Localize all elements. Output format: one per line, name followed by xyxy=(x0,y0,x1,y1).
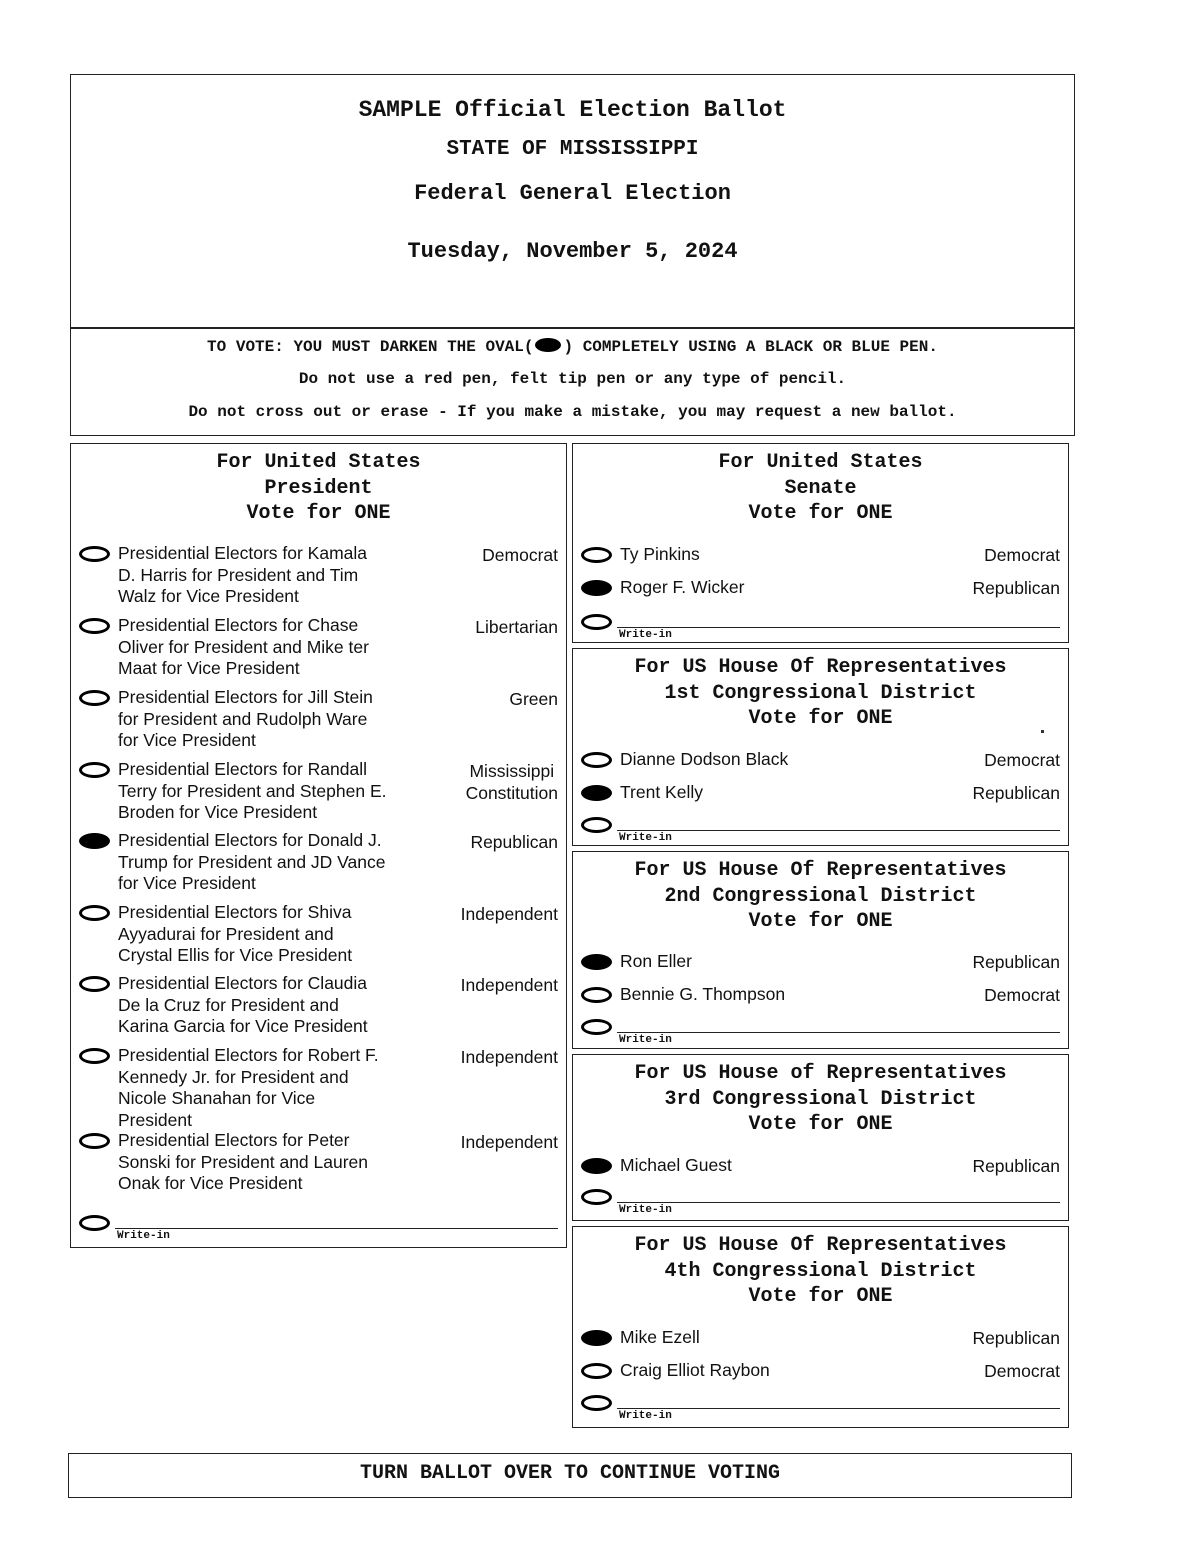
filled-oval[interactable] xyxy=(79,833,110,849)
contest-president xyxy=(70,443,567,1248)
ballot-state: STATE OF MISSISSIPPI xyxy=(446,138,699,161)
write-in-label: Write-in xyxy=(619,1204,672,1216)
candidate-party: Democrat xyxy=(984,985,1060,1005)
candidate-row[interactable] xyxy=(581,544,1060,568)
candidate-row[interactable] xyxy=(79,1045,558,1130)
empty-oval[interactable] xyxy=(581,1363,612,1379)
candidate-party: Democrat xyxy=(482,545,558,565)
write-in-oval[interactable] xyxy=(581,1395,612,1411)
candidate-name: Craig Elliot Raybon xyxy=(620,1360,770,1380)
candidate-party: Independent xyxy=(460,1047,558,1067)
empty-oval[interactable] xyxy=(79,1133,110,1149)
empty-oval[interactable] xyxy=(581,547,612,563)
filled-oval[interactable] xyxy=(581,580,612,596)
candidate-name: Roger F. Wicker xyxy=(620,577,745,597)
candidate-name: Presidential Electors for Shiva Ayyadurai for President and Crystal Ellis for Vice President xyxy=(118,902,353,965)
filled-oval-icon xyxy=(535,338,561,352)
write-in-line[interactable] xyxy=(617,1032,1060,1033)
candidate-name: Presidential Electors for Robert F. Kennedy Jr. for President and Nicole Shanahan for Vice President xyxy=(118,1045,379,1130)
candidate-name: Bennie G. Thompson xyxy=(620,984,786,1004)
contest-house-district-2 xyxy=(572,851,1069,1049)
empty-oval[interactable] xyxy=(79,1048,110,1064)
write-in-line[interactable] xyxy=(617,1408,1060,1409)
voting-instructions xyxy=(70,328,1075,436)
write-in-oval[interactable] xyxy=(581,1019,612,1035)
candidate-party: Democrat xyxy=(984,750,1060,770)
candidate-name: Trent Kelly xyxy=(620,782,703,802)
write-in-line[interactable] xyxy=(115,1228,558,1229)
instruction-line-3: Do not cross out or erase - If you make a mistake, you may request a new ballot. xyxy=(188,403,957,421)
contest-house-district-3 xyxy=(572,1054,1069,1221)
empty-oval[interactable] xyxy=(79,618,110,634)
contest-title: For United States Senate Vote for ONE xyxy=(718,451,923,525)
candidate-party: Independent xyxy=(460,904,558,924)
write-in-line[interactable] xyxy=(617,830,1060,831)
empty-oval[interactable] xyxy=(79,976,110,992)
write-in-label: Write-in xyxy=(619,1410,672,1422)
candidate-party: Republican xyxy=(972,1156,1060,1176)
empty-oval[interactable] xyxy=(79,762,110,778)
candidate-party: Republican xyxy=(972,952,1060,972)
ballot-header xyxy=(70,74,1075,328)
write-in-oval[interactable] xyxy=(581,817,612,833)
instruction-line-1: TO VOTE: YOU MUST DARKEN THE OVAL( ) COMPLETELY USING A BLACK OR BLUE PEN. xyxy=(207,338,938,356)
contest-title: For United States President Vote for ONE xyxy=(216,451,421,525)
write-in-oval[interactable] xyxy=(79,1215,110,1231)
candidate-party: Republican xyxy=(972,578,1060,598)
candidate-row[interactable] xyxy=(581,782,1060,806)
write-in-label: Write-in xyxy=(619,629,672,641)
contest-senate xyxy=(572,443,1069,643)
write-in-label: Write-in xyxy=(619,1034,672,1046)
empty-oval[interactable] xyxy=(581,987,612,1003)
contest-title: For US House Of Representatives 2nd Congressional District Vote for ONE xyxy=(634,859,1007,933)
filled-oval[interactable] xyxy=(581,1158,612,1174)
candidate-row[interactable] xyxy=(581,1155,1060,1179)
candidate-row[interactable] xyxy=(581,951,1060,975)
candidate-name: Presidential Electors for Claudia De la Cruz for President and Karina Garcia for Vice President xyxy=(118,973,368,1036)
ballot-date: Tuesday, November 5, 2024 xyxy=(407,239,738,264)
ballot-election-name: Federal General Election xyxy=(414,181,731,206)
candidate-row[interactable] xyxy=(79,687,558,757)
candidate-name: Presidential Electors for Peter Sonski for President and Lauren Onak for Vice President xyxy=(118,1130,369,1193)
empty-oval[interactable] xyxy=(79,690,110,706)
candidate-name: Presidential Electors for Jill Stein for President and Rudolph Ware for Vice President xyxy=(118,687,373,750)
candidate-name: Ty Pinkins xyxy=(620,544,700,564)
empty-oval[interactable] xyxy=(79,546,110,562)
empty-oval[interactable] xyxy=(581,752,612,768)
write-in-oval[interactable] xyxy=(581,614,612,630)
candidate-row[interactable] xyxy=(581,984,1060,1008)
instruction-line-2: Do not use a red pen, felt tip pen or any type of pencil. xyxy=(298,370,847,388)
candidate-party: Green xyxy=(509,689,558,709)
write-in-line[interactable] xyxy=(617,1202,1060,1203)
contest-title: For US House Of Representatives 1st Congressional District Vote for ONE xyxy=(634,656,1007,730)
write-in-oval[interactable] xyxy=(581,1189,612,1205)
candidate-name: Dianne Dodson Black xyxy=(620,749,789,769)
candidate-row[interactable] xyxy=(79,615,558,685)
write-in-line[interactable] xyxy=(617,627,1060,628)
contest-house-district-1 xyxy=(572,648,1069,846)
filled-oval[interactable] xyxy=(581,954,612,970)
candidate-name: Presidential Electors for Randall Terry for President and Stephen E. Broden for Vice President xyxy=(118,759,387,822)
candidate-row[interactable] xyxy=(79,759,558,829)
candidate-row[interactable] xyxy=(79,543,558,613)
contest-house-district-4 xyxy=(572,1226,1069,1428)
candidate-party: Republican xyxy=(972,783,1060,803)
candidate-row[interactable] xyxy=(79,830,558,900)
write-in-label: Write-in xyxy=(117,1230,170,1242)
turn-over-notice: TURN BALLOT OVER TO CONTINUE VOTING xyxy=(68,1453,1072,1498)
candidate-party: Independent xyxy=(460,1132,558,1152)
candidate-party: Democrat xyxy=(984,1361,1060,1381)
candidate-name: Presidential Electors for Chase Oliver for President and Mike ter Maat for Vice President xyxy=(118,615,369,678)
candidate-party: Republican xyxy=(972,1328,1060,1348)
write-in-label: Write-in xyxy=(619,832,672,844)
contest-title: For US House Of Representatives 4th Congressional District Vote for ONE xyxy=(634,1234,1007,1308)
filled-oval[interactable] xyxy=(581,785,612,801)
candidate-party: Mississippi Constitution xyxy=(465,761,558,803)
candidate-name: Michael Guest xyxy=(620,1155,732,1175)
contest-title: For US House of Representatives 3rd Congressional District Vote for ONE xyxy=(634,1062,1007,1136)
stray-mark xyxy=(1041,730,1044,733)
candidate-name: Mike Ezell xyxy=(620,1327,700,1347)
ballot-title: SAMPLE Official Election Ballot xyxy=(358,97,787,123)
candidate-party: Independent xyxy=(460,975,558,995)
candidate-row[interactable] xyxy=(581,1360,1060,1384)
candidate-row[interactable] xyxy=(581,1327,1060,1351)
candidate-party: Libertarian xyxy=(475,617,558,637)
candidate-row[interactable] xyxy=(79,902,558,972)
empty-oval[interactable] xyxy=(79,905,110,921)
candidate-row[interactable] xyxy=(581,577,1060,601)
candidate-name: Presidential Electors for Kamala D. Harris for President and Tim Walz for Vice President xyxy=(118,543,367,606)
candidate-row[interactable] xyxy=(79,973,558,1043)
candidate-row[interactable] xyxy=(79,1130,558,1200)
candidate-row[interactable] xyxy=(581,749,1060,773)
candidate-party: Republican xyxy=(470,832,558,852)
filled-oval[interactable] xyxy=(581,1330,612,1346)
candidate-name: Presidential Electors for Donald J. Trump for President and JD Vance for Vice President xyxy=(118,830,386,893)
candidate-party: Democrat xyxy=(984,545,1060,565)
candidate-name: Ron Eller xyxy=(620,951,692,971)
